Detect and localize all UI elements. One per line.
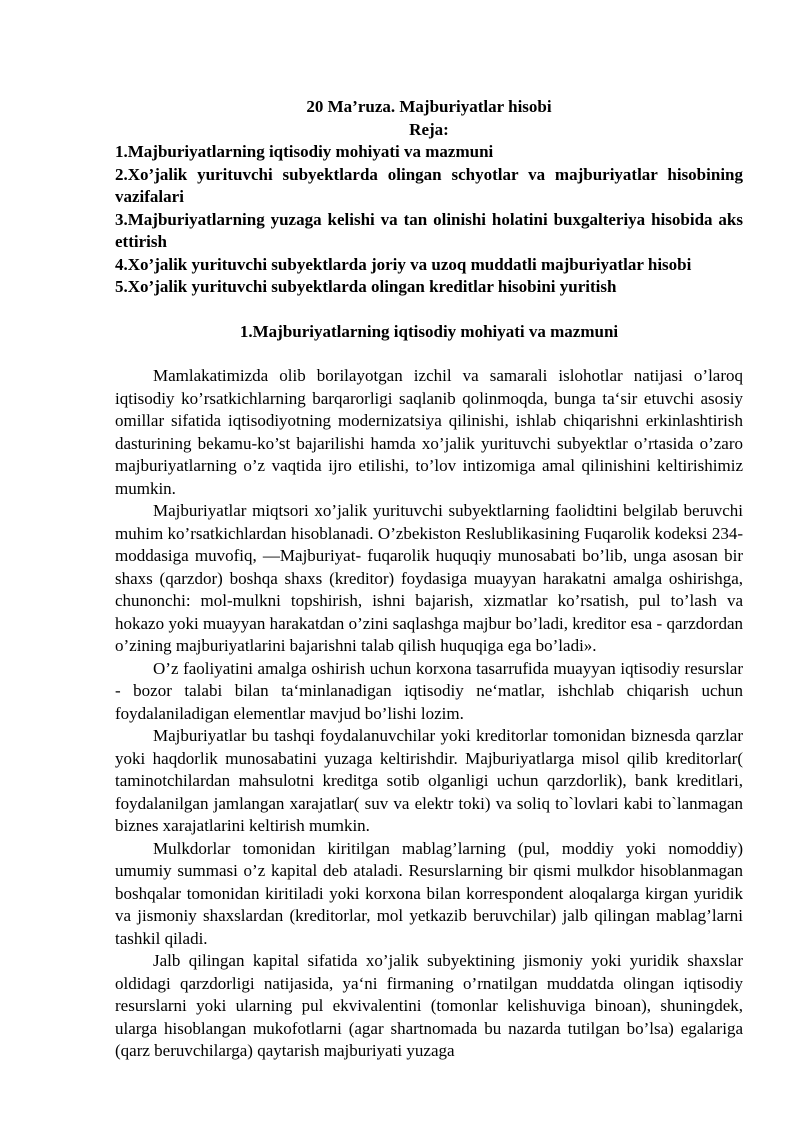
plan-item-5: 5.Xo’jalik yurituvchi subyektlarda olingan kreditlar hisobini yuritish xyxy=(115,277,617,296)
plan-label: Reja: xyxy=(409,119,449,139)
paragraph-3: O’z faoliyatini amalga oshirish uchun korxona tasarrufida muayyan iqtisodiy resurslar - bozor talabi bilan ta‘minlanadigan iqtisodiy ne‘matlar, ishchlab chiqarish uchun foydalaniladigan elementlar mavjud bo’lishi lozim. xyxy=(115,658,743,723)
document-page xyxy=(115,96,743,1063)
section-heading: 1.Majburiyatlarning iqtisodiy mohiyati va mazmuni xyxy=(239,321,619,341)
document-title: 20 Ma’ruza. Majburiyatlar hisobi xyxy=(306,97,552,116)
plan-item-4: 4.Xo’jalik yurituvchi subyektlarda joriy va uzoq muddatli majburiyatlar hisobi xyxy=(115,254,692,274)
plan-list xyxy=(115,141,743,299)
plan-item-3: 3.Majburiyatlarning yuzaga kelishi va tan olinishi holatini buxgalteriya hisobida aks ettirish xyxy=(115,209,743,251)
body-text xyxy=(115,365,743,1063)
plan-item-2: 2.Xo’jalik yurituvchi subyektlarda olingan schyotlar va majburiyatlar hisobining vazifalari xyxy=(115,164,743,206)
paragraph-2: Majburiyatlar miqtsori xo’jalik yurituvchi subyektlarning faolidtini belgilab beruvchi muhim ko’rsatkichlardan hisoblanadi. O’zbekiston Reslublikasining Fuqarolik kodeksi 234-moddasiga muvofiq, ―Majburiyat- fuqarolik huquqiy munosabati bo’lib, unga asosan bir shaxs (qarzdor) boshqa shaxs (kreditor) foydasiga muayyan harakatni amalga oshirishga, chunonchi: mol-mulkni topshirish, ishni bajarish, xizmatlar ko’rsatish, pul to’lash va hokazo yoki muayyan harakatdan o’zini saqlashga majbur bo’ladi, kreditor esa - qarzdordan o’zining majburiyatlarini bajarishni talab qilish huquqiga ega bo’ladi». xyxy=(115,501,743,655)
paragraph-4: Majburiyatlar bu tashqi foydalanuvchilar yoki kreditorlar tomonidan biznesda qarzlar yoki haqdorlik munosabatini yuzaga keltirishdir. Majburiyatlarga misol qilib kreditorlar( taminotchilardan mahsulotni kreditga sotib olganligi uchun qarzdorlik), bank kreditlari, foydalanilgan jamlangan xarajatlar( suv va elektr toki) va soliq to`lovlari kabi to`lanmagan biznes xarajatlarini keltirish mumkin. xyxy=(115,726,743,835)
plan-item-1: 1.Majburiyatlarning iqtisodiy mohiyati va mazmuni xyxy=(115,142,494,161)
paragraph-6: Jalb qilingan kapital sifatida xo’jalik subyektining jismoniy yoki yuridik shaxslar oldidagi qarzdorligi natijasida, ya‘ni firmaning o’rnatilgan muddatda olingan iqtisodiy resurslarni yoki ularning pul ekvivalentini (tomonlar kelishuviga binoan), shuningdek, ularga hisoblangan mukofotlarni (agar shartnomada bu nazarda tutilgan bo’lsa) egalariga (qarz beruvchilarga) qaytarish majburiyati yuzaga xyxy=(115,951,743,1060)
paragraph-1: Mamlakatimizda olib borilayotgan izchil va samarali islohotlar natijasi o’laroq iqtisodiy ko’rsatkichlarning barqarorligi saqlanib qolinmoqda, bunga ta‘sir etuvchi asosiy omillar sifatida iqtisodiyotning modernizatsiya qilinishi, ishlab chiqarishni erkinlashtirish dasturining bekamu-ko’st bajarilishi hamda xo’jalik yurituvchi subyektlar o’rtasida o’zaro majburiyatlarning o’z vaqtida ijro etilishi, to’lov intizomiga amal qilinishini keltirishimiz mumkin. xyxy=(115,366,743,498)
paragraph-5: Mulkdorlar tomonidan kiritilgan mablag’larning (pul, moddiy yoki nomoddiy) umumiy summasi o’z kapital deb ataladi. Resurslarning bir qismi mulkdor hisoblanmagan boshqalar tomonidan kiritiladi yoki korxona bilan korrespondent aloqalarga kirgan yuridik va jismoniy shaxslardan (kreditorlar, mol yetkazib beruvchilar) jalb qilingan mablag’larni tashkil qiladi. xyxy=(115,838,743,948)
